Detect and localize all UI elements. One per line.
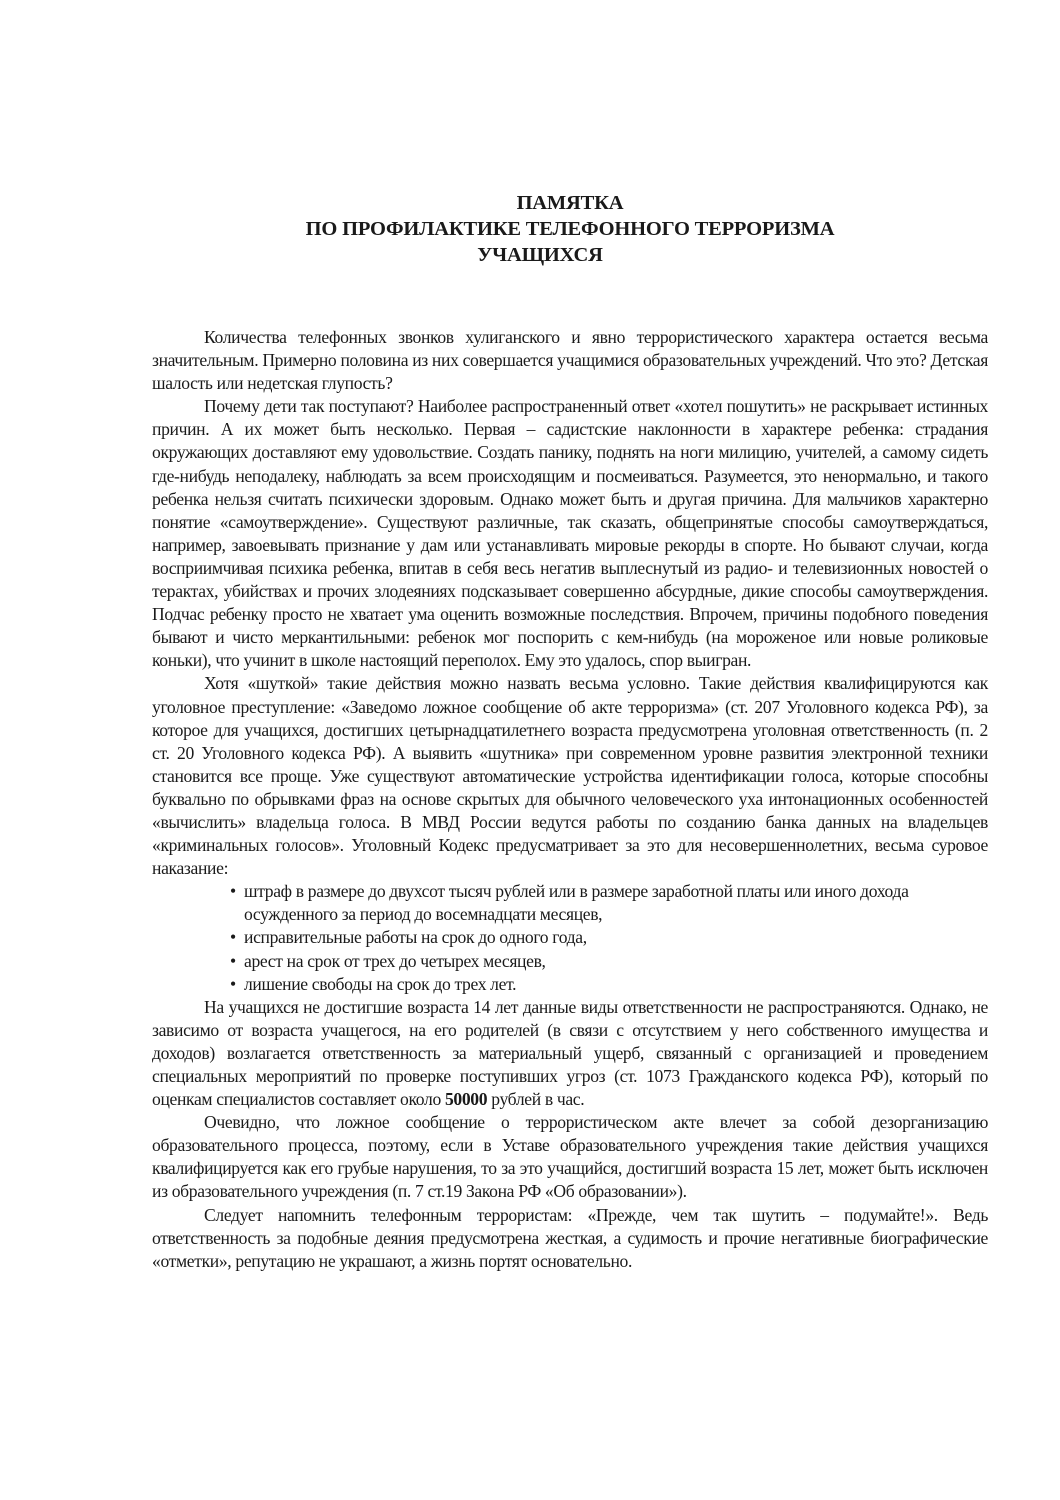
- paragraph-conclusion: Следует напомнить телефонным террористам: «Прежде, чем так шутить – подумайте!». Ведь ответственность за подобные деяния предусмотрена жесткая, а судимость и прочие негативные биографические «отметки», репутацию не украшают, а жизнь портят основательно.: [152, 1204, 988, 1271]
- bullet-icon: •: [230, 927, 236, 948]
- paragraph-text: рублей в час.: [487, 1089, 585, 1110]
- document-page: [152, 190, 988, 1273]
- title-line-2: ПО ПРОФИЛАКТИКЕ ТЕЛЕФОННОГО ТЕРРОРИЗМА: [305, 218, 835, 240]
- title-line-1: ПАМЯТКА: [516, 192, 624, 214]
- bullet-icon: •: [230, 881, 236, 902]
- punishment-list: [152, 880, 988, 995]
- list-item-text: штраф в размере до двухсот тысяч рублей или в размере заработной платы или иного дохода осужденного за период до восемнадцати месяцев,: [244, 881, 909, 925]
- title-line-3: УЧАЩИХСЯ: [477, 244, 603, 266]
- paragraph-intro: Количества телефонных звонков хулиганского и явно террористического характера остается весьма значительным. Примерно половина из них совершается учащимися образовательных учреждений. Что это? Детская шалость или недетская глупость?: [152, 327, 988, 394]
- paragraph-parents-liability: [152, 996, 988, 1111]
- list-item: [230, 973, 988, 996]
- bullet-icon: •: [230, 950, 236, 971]
- list-item: [230, 880, 988, 926]
- paragraph-reasons: Почему дети так поступают? Наиболее распространенный ответ «хотел пошутить» не раскрывает истинных причин. А их может быть несколько. Первая – садистские наклонности в характере ребенка: страдания окружающих доставляют ему удовольствие. Создать панику, поднять на ноги милицию, учителей, а самому сидеть где-нибудь неподалеку, наблюдать за всем происходящим и посмеиваться. Разумеется, это ненормально, и такого ребенка нельзя считать психически здоровым. Однако может быть и другая причина. Для мальчиков характерно понятие «самоутверждение». Существуют различные, так сказать, общепринятые способы самоутверждаться, например, завоевывать признание у дам или устанавливать мировые рекорды в спорте. Но бывают случаи, когда восприимчивая психика ребенка, впитав в себя весь негатив выплеснутый из радио- и телевизионных новостей о терактах, убийствах и прочих злодеяниях подсказывает совершенно абсурдные, дикие способы самоутверждения. Подчас ребенку просто не хватает ума оценить возможные последствия. Впрочем, причины подобного поведения бывают и чисто меркантильными: ребенок мог поспорить с кем-нибудь (на мороженое или новые роликовые коньки), что учинит в школе настоящий переполох. Ему это удалось, спор выигран.: [152, 396, 988, 671]
- list-item-text: исправительные работы на срок до одного года,: [244, 927, 587, 948]
- list-item-text: арест на срок от трех до четырех месяцев,: [244, 950, 546, 971]
- paragraph-criminal-liability: Хотя «шуткой» такие действия можно назвать весьма условно. Такие действия квалифицируются как уголовное преступление: «Заведомо ложное сообщение об акте терроризма» (ст. 207 Уголовного кодекса РФ), за которое для учащихся, достигших цетырнадцатилетнего возраста предусмотрена уголовная ответственность (п. 2 ст. 20 Уголовного кодекса РФ). А выявить «шутника» при современном уровне развития электронной техники становится все проще. Уже существуют автоматические устройства идентификации голоса, которые способны буквально по обрывками фраз на основе скрытых для обычного человеческого уха интонационных особенностей «вычислить» владельца голоса. В МВД России ведутся работы по созданию банка данных на владельцев «криминальных голосов». Уголовный Кодекс предусматривает за это для несовершеннолетних, весьма суровое наказание:: [152, 673, 988, 879]
- list-item: [230, 926, 988, 949]
- document-title: [152, 190, 988, 268]
- list-item: [230, 950, 988, 973]
- document-body: [152, 326, 988, 1273]
- damage-amount: 50000: [444, 1089, 488, 1110]
- bullet-icon: •: [230, 973, 236, 994]
- paragraph-text: На учащихся не достигшие возраста 14 лет данные виды ответственности не распространяются. Однако, не зависимо от возраста учащегося, на его родителей (в связи с отсутствием у него собственного имущества и доходов) возлагается ответственность за материальный ущерб, связанный с организацией и проведением специальных мероприятий по проверке поступивших угроз (ст. 1073 Гражданского кодекса РФ), который по оценкам специалистов составляет около: [152, 996, 988, 1110]
- list-item-text: лишение свободы на срок до трех лет.: [244, 973, 517, 994]
- paragraph-expulsion: Очевидно, что ложное сообщение о террористическом акте влечет за собой дезорганизацию образовательного процесса, поэтому, если в Уставе образовательного учреждения такие действия учащихся квалифицируется как его грубые нарушения, то за это учащийся, достигший возраста 15 лет, может быть исключен из образовательного учреждения (п. 7 ст.19 Закона РФ «Об образовании»).: [152, 1112, 988, 1202]
